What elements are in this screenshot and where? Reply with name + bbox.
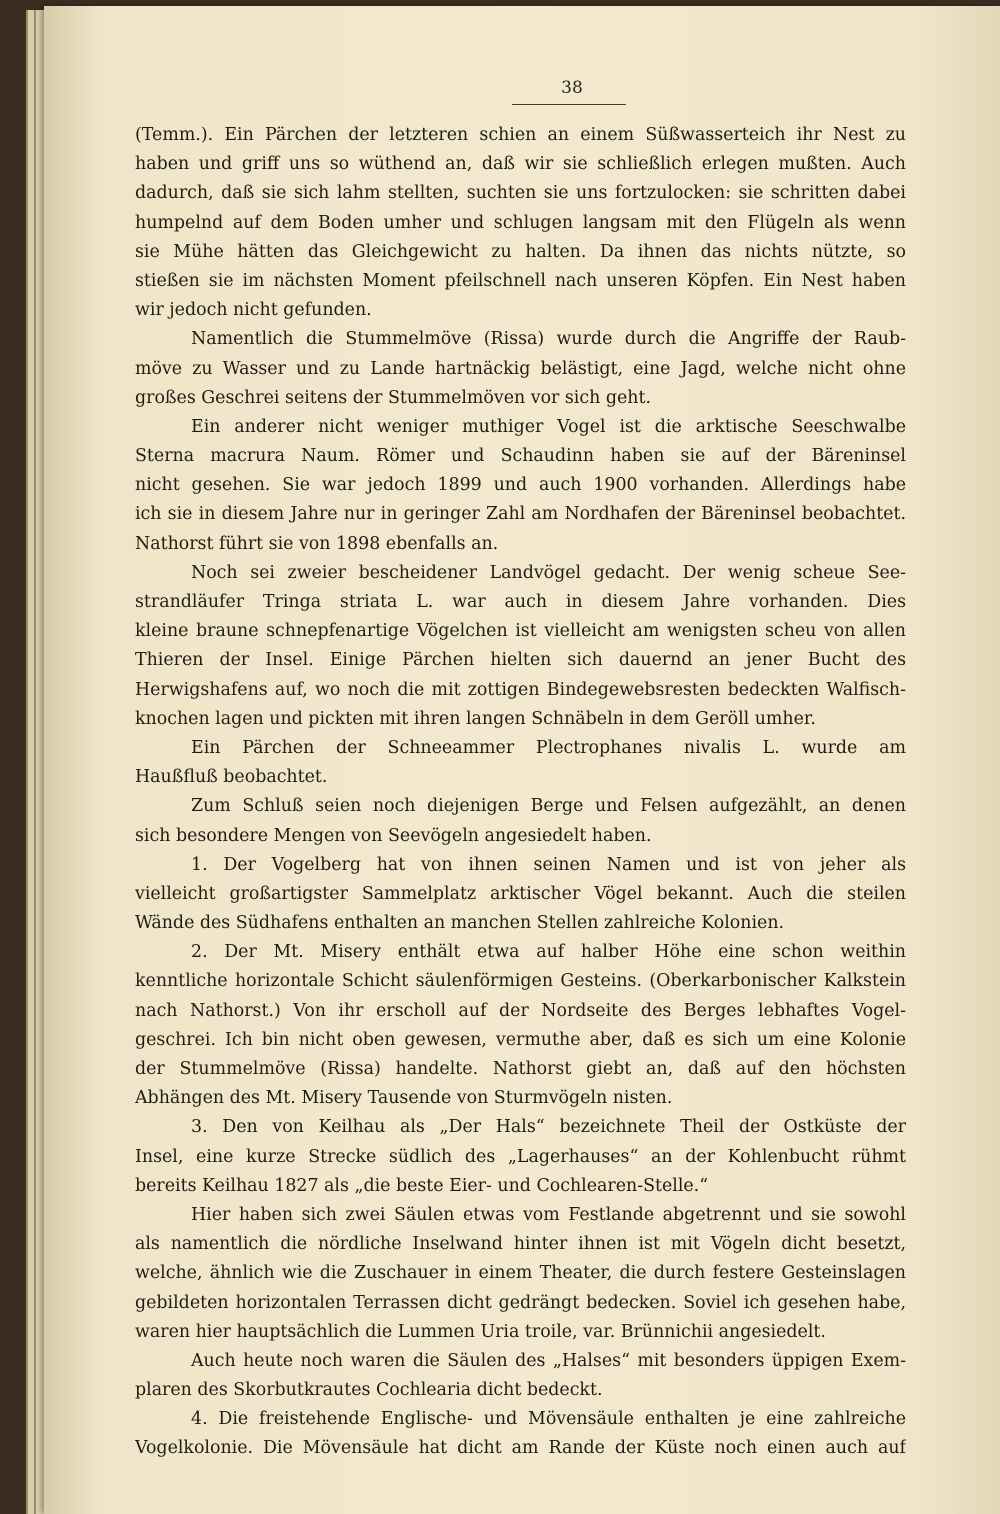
- text-body: [135, 121, 906, 1464]
- text-line: vielleicht großartigster Sammelplatz arktischer Vögel bekannt. Auch die steilen: [135, 883, 906, 904]
- page-number: 38: [561, 78, 583, 98]
- text-line: welche, ähnlich wie die Zuschauer in einem Theater, die durch festere Gesteinslagen: [135, 1263, 906, 1284]
- text-line: knochen lagen und pickten mit ihren langen Schnäbeln in dem Geröll umher.: [135, 708, 816, 729]
- text-line: sie Mühe hätten das Gleichgewicht zu halten. Da ihnen das nichts nützte, so: [135, 241, 906, 262]
- text-line: strandläufer Tringa striata L. war auch in diesem Jahre vorhanden. Dies: [135, 592, 906, 612]
- text-line: kleine braune schnepfenartige Vögelchen ist vielleicht am wenigsten scheu von allen: [135, 621, 906, 642]
- text-line: sich besondere Mengen von Seevögeln angesiedelt haben.: [135, 825, 652, 846]
- text-line: Insel, eine kurze Strecke südlich des „Lagerhauses“ an der Kohlenbucht rühmt: [135, 1146, 906, 1167]
- text-line: 4. Die freistehende Englische- und Mövensäule enthalten je eine zahlreiche: [191, 1409, 906, 1430]
- text-line: Ein anderer nicht weniger muthiger Vogel ist die arktische Seeschwalbe: [191, 416, 906, 437]
- text-line: Namentlich die Stummelmöve (Rissa) wurde durch die Angriffe der Raub-: [191, 329, 906, 350]
- text-line: 1. Der Vogelberg hat von ihnen seinen Namen und ist von jeher als: [191, 854, 906, 875]
- text-line: plaren des Skorbutkrautes Cochlearia dicht bedeckt.: [135, 1380, 603, 1401]
- text-line: Hier haben sich zwei Säulen etwas vom Festlande abgetrennt und sie sowohl: [191, 1204, 906, 1225]
- text-line: kenntliche horizontale Schicht säulenförmigen Gesteins. (Oberkarbonischer Kalkstein: [135, 971, 906, 992]
- text-line: geschrei. Ich bin nicht oben gewesen, vermuthe aber, daß es sich um eine Kolonie: [135, 1029, 906, 1050]
- text-line: dadurch, daß sie sich lahm stellten, suchten sie uns fortzulocken: sie schritten dabei: [135, 183, 906, 204]
- text-line: als namentlich die nördliche Inselwand hinter ihnen ist mit Vögeln dicht besetzt,: [135, 1234, 906, 1255]
- text-line: Nathorst führt sie von 1898 ebenfalls an.: [135, 533, 499, 554]
- text-line: humpelnd auf dem Boden umher und schlugen langsam mit den Flügeln als wenn: [135, 212, 906, 233]
- text-line: nicht gesehen. Sie war jedoch 1899 und auch 1900 vorhanden. Allerdings habe: [135, 475, 906, 496]
- text-line: 3. Den von Keilhau als „Der Hals“ bezeichnete Theil der Ostküste der: [191, 1117, 906, 1138]
- text-line: der Stummelmöve (Rissa) handelte. Nathorst giebt an, daß auf den höchsten: [135, 1059, 906, 1079]
- text-line: Vogelkolonie. Die Mövensäule hat dicht am Rande der Küste noch einen auch auf: [135, 1438, 906, 1459]
- text-line: 2. Der Mt. Misery enthält etwa auf halber Höhe eine schon weithin: [191, 942, 906, 963]
- text-line: haben und griff uns so wüthend an, daß wir sie schließlich erlegen mußten. Auch: [135, 154, 906, 175]
- text-line: ich sie in diesem Jahre nur in geringer Zahl am Nordhafen der Bäreninsel beobachtet.: [135, 504, 906, 525]
- text-line: stießen sie im nächsten Moment pfeilschnell nach unseren Köpfen. Ein Nest haben: [135, 270, 906, 291]
- text-line: nach Nathorst.) Von ihr erscholl auf der Nordseite des Berges lebhaftes Vogel-: [135, 1000, 906, 1021]
- text-line: Abhängen des Mt. Misery Tausende von Sturmvögeln nisten.: [135, 1088, 673, 1109]
- text-line: bereits Keilhau 1827 als „die beste Eier- und Cochlearen-Stelle.“: [135, 1175, 709, 1196]
- text-line: Herwigshafens auf, wo noch die mit zottigen Bindegewebsresten bedeckten Walfisch-: [135, 679, 906, 700]
- text-line: wir jedoch nicht gefunden.: [135, 300, 372, 321]
- text-line: Haußfluß beobachtet.: [135, 767, 328, 788]
- text-line: (Temm.). Ein Pärchen der letzteren schien an einem Süßwasserteich ihr Nest zu: [135, 125, 906, 145]
- header-rule: [512, 104, 626, 105]
- text-line: großes Geschrei seitens der Stummelmöven vor sich geht.: [135, 387, 651, 408]
- text-line: Sterna macrura Naum. Römer und Schaudinn haben sie auf der Bäreninsel: [135, 446, 906, 467]
- text-line: Wände des Südhafens enthalten an manchen Stellen zahlreiche Kolonien.: [135, 913, 785, 934]
- text-line: Thieren der Insel. Einige Pärchen hielten sich dauernd an jener Bucht des: [135, 650, 906, 671]
- text-line: Auch heute noch waren die Säulen des „Halses“ mit besonders üppigen Exem-: [191, 1350, 906, 1371]
- text-line: möve zu Wasser und zu Lande hartnäckig belästigt, eine Jagd, welche nicht ohne: [135, 358, 906, 379]
- text-line: gebildeten horizontalen Terrassen dicht gedrängt bedecken. Soviel ich gesehen habe,: [135, 1292, 906, 1313]
- text-line: Ein Pärchen der Schneeammer Plectrophanes nivalis L. wurde am: [191, 737, 906, 758]
- text-line: Zum Schluß seien noch diejenigen Berge und Felsen aufgezählt, an denen: [191, 796, 906, 817]
- text-line: waren hier hauptsächlich die Lummen Uria troile, var. Brünnichii angesiedelt.: [135, 1321, 826, 1342]
- text-line: Noch sei zweier bescheidener Landvögel gedacht. Der wenig scheue See-: [191, 562, 906, 583]
